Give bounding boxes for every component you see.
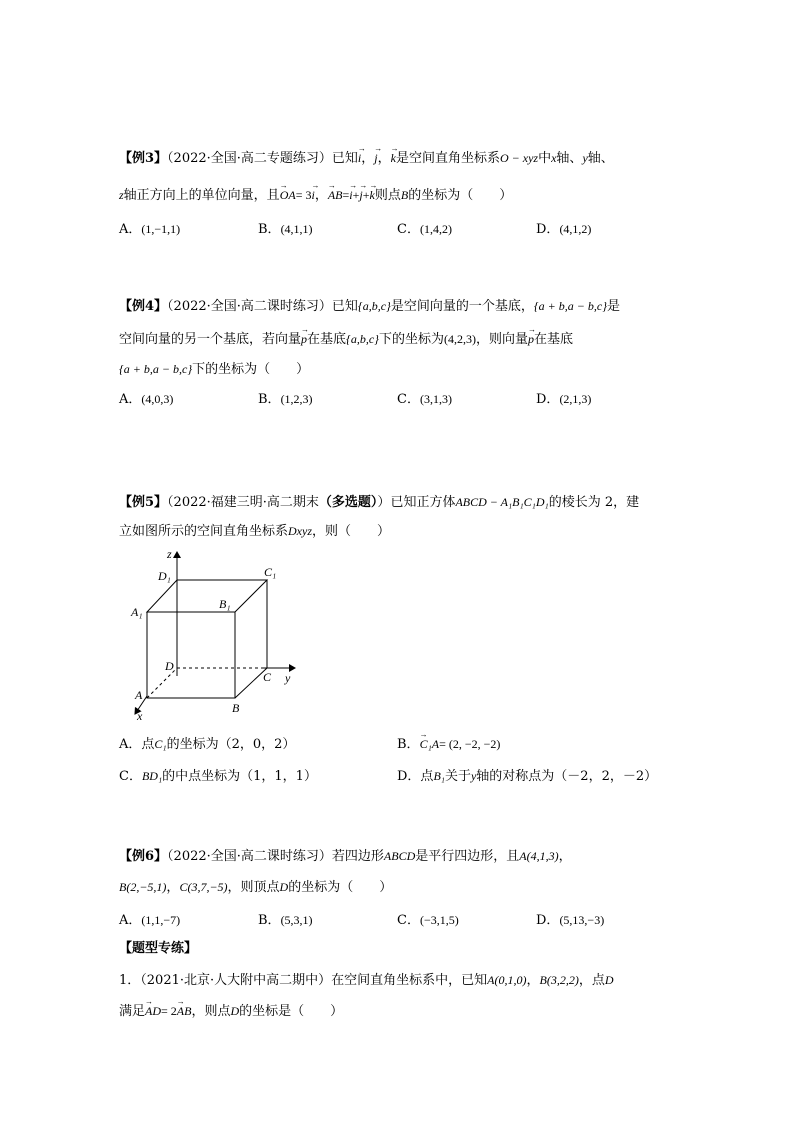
label-B: B — [232, 701, 240, 715]
option-label: B． — [258, 392, 281, 407]
option-text: = (2, −2, −2) — [439, 737, 501, 751]
option-text: 的坐标为（2，0，2） — [166, 737, 296, 752]
option-label: A．点 — [119, 737, 155, 752]
ex4-text: 空间向量的另一个基底，若向量 — [119, 332, 302, 347]
ex3-text: 中 — [538, 151, 552, 166]
option-label: C． — [397, 913, 420, 928]
ex4-text: 已知 — [331, 299, 358, 314]
coord-system: Dxyz — [288, 524, 313, 538]
option-value: (1,4,2) — [419, 222, 452, 236]
option-value: (1,1,−7) — [141, 913, 181, 927]
option-label: A． — [119, 913, 142, 928]
point-C: C(3,7,−5) — [179, 880, 228, 894]
option-value: (5,13,−3) — [559, 913, 605, 927]
ex5-option-c[interactable] — [119, 768, 317, 785]
option-label: D． — [536, 392, 560, 407]
ex3-source: （2022·全国·高二专题练习） — [167, 151, 332, 166]
axis-z: z — [119, 188, 124, 202]
label-B1: B₁ — [219, 597, 231, 611]
ex3-text: 已知 — [331, 151, 358, 166]
axis-y: y — [470, 769, 477, 783]
ex5-line2 — [119, 523, 390, 540]
ex3-option-c[interactable] — [397, 221, 452, 238]
ex5-option-b[interactable] — [397, 736, 500, 753]
cube-name: ABCD − A₁B₁C₁D₁ — [455, 495, 549, 509]
ex5-option-a[interactable] — [119, 736, 295, 753]
ex3-option-b[interactable] — [258, 221, 313, 238]
vector-i: → i — [349, 187, 352, 203]
point-B: B — [400, 188, 409, 202]
ex5-text: 立如图所示的空间直角坐标系 — [119, 524, 289, 539]
ex3-line1 — [119, 150, 614, 167]
ex4-tag: 【例4】 — [119, 299, 168, 314]
ex4-text: 在基底 — [307, 332, 347, 347]
section-title: 【题型专练】 — [119, 941, 198, 956]
q1-text: ， — [526, 973, 540, 988]
option-value: (1,2,3) — [280, 392, 313, 406]
ex4-option-d[interactable] — [536, 391, 591, 408]
ex3-text: 是空间直角坐标系 — [395, 151, 500, 166]
ex3-eq: = 3 — [295, 188, 312, 202]
point-C1: C₁ — [154, 737, 167, 751]
ex3-eq: = — [342, 188, 350, 202]
vector-k: → k — [370, 187, 375, 203]
ex4-source: （2022·全国·高二课时练习） — [167, 299, 332, 314]
q1-text: ，点 — [578, 973, 605, 988]
option-value: (−3,1,5) — [419, 913, 459, 927]
ex4-line3 — [119, 361, 309, 378]
ex3-text: 轴、 — [587, 151, 614, 166]
cube-top-face — [147, 580, 267, 612]
ex6-text: 是平行四边形，且 — [415, 849, 520, 864]
option-text: 轴的对称点为（－2，2，－2） — [476, 769, 658, 784]
point-A: A(4,1,3) — [519, 849, 559, 863]
ex6-text: 的坐标为（ ） — [288, 880, 393, 895]
ex4-line2 — [119, 331, 573, 348]
ex3-text: 的坐标为（ ） — [408, 188, 513, 203]
option-text: 关于 — [444, 769, 471, 784]
ex6-line1 — [119, 848, 572, 865]
ex5-source: ） — [377, 495, 391, 510]
option-value: (5,3,1) — [280, 913, 313, 927]
ex3-text: ， — [377, 151, 391, 166]
vector-p: → p — [528, 331, 534, 347]
option-label: A． — [119, 222, 142, 237]
ex4-option-c[interactable] — [397, 391, 452, 408]
option-value: (4,1,2) — [559, 222, 592, 236]
ex4-option-b[interactable] — [258, 391, 313, 408]
basis-alt: {a + b,a − b,c} — [533, 299, 607, 313]
ex6-text: ， — [558, 849, 572, 864]
option-label: D．点 — [397, 769, 434, 784]
label-C: C — [263, 670, 272, 684]
option-value: (2,1,3) — [559, 392, 592, 406]
option-label: C． — [397, 222, 420, 237]
ex4-text: 下的坐标为（ ） — [192, 362, 310, 377]
ex3-line2 — [119, 187, 512, 204]
cube-figure — [125, 546, 305, 722]
point-B: B(3,2,2) — [539, 973, 579, 987]
ex4-text: 是 — [607, 299, 621, 314]
basis-abc: {a,b,c} — [346, 332, 379, 346]
ex5-text: 已知正方体 — [390, 495, 456, 510]
label-y: y — [285, 671, 291, 685]
ex6-text: ， — [166, 880, 180, 895]
option-label: A． — [119, 392, 142, 407]
point-D: D — [279, 880, 289, 894]
ex6-option-a[interactable] — [119, 912, 180, 929]
option-label: C． — [397, 392, 420, 407]
option-value: (3,1,3) — [419, 392, 452, 406]
vector-i: → i — [358, 150, 361, 166]
option-label: C． — [119, 769, 142, 784]
label-z: z — [167, 547, 172, 561]
q1-text: 的坐标是（ ） — [239, 1004, 344, 1019]
ex4-text: ，则向量 — [475, 332, 528, 347]
ex3-text: ， — [361, 151, 375, 166]
vector-AD: → AD — [145, 1003, 161, 1019]
vector-k: → k — [391, 150, 396, 166]
q1-text: ，则点 — [191, 1004, 231, 1019]
option-label: B． — [258, 222, 281, 237]
vector-j: → j — [374, 150, 377, 166]
ex4-text: 是空间向量的一个基底， — [390, 299, 534, 314]
vector-AB: → AB — [328, 187, 343, 203]
segment-BD1: BD₁ — [141, 769, 163, 783]
label-A: A — [135, 688, 143, 702]
ex6-line2 — [119, 879, 392, 896]
vector-i: → i — [311, 187, 314, 203]
q1-eq: = 2 — [161, 1004, 177, 1018]
ex3-eq: + — [352, 188, 360, 202]
axis-x: x — [551, 151, 557, 165]
point-B1: B₁ — [433, 769, 445, 783]
point-D: D — [604, 973, 614, 987]
q1-line1 — [119, 972, 614, 989]
ex5-multi-select: （多选题） — [318, 495, 378, 510]
vector-C1A: → C₁A — [420, 736, 440, 752]
option-label: D． — [536, 913, 560, 928]
point-B: B(2,−5,1) — [119, 880, 167, 894]
option-label: B． — [397, 737, 420, 752]
ex5-option-d[interactable] — [397, 768, 657, 785]
ex6-option-c[interactable] — [397, 912, 459, 929]
ex5-text: 的棱长为 2，建 — [548, 495, 640, 510]
option-label: B． — [258, 913, 281, 928]
label-A1: A₁ — [131, 605, 143, 619]
ex5-source: （2022·福建三明·高二期末 — [167, 495, 319, 510]
ex4-text: 在基底 — [534, 332, 574, 347]
vector-j: → j — [359, 187, 362, 203]
ex3-tag: 【例3】 — [119, 151, 168, 166]
ex6-option-d[interactable] — [536, 912, 604, 929]
ex6-text: 若四边形 — [331, 849, 384, 864]
basis-abc: {a,b,c} — [357, 299, 391, 313]
ex6-source: （2022·全国·高二课时练习） — [167, 849, 332, 864]
ex3-option-d[interactable] — [536, 221, 591, 238]
ex3-option-a[interactable] — [119, 221, 180, 238]
ex3-text: 轴、 — [556, 151, 583, 166]
vector-p: → p — [301, 331, 307, 347]
label-C1: C₁ — [264, 565, 277, 579]
q1-number: 1． — [119, 973, 141, 988]
q1-text: 满足 — [119, 1004, 146, 1019]
label-D: D — [165, 659, 174, 673]
coord-system: O − xyz — [499, 151, 539, 165]
point-D: D — [230, 1004, 240, 1018]
option-label: D． — [536, 222, 560, 237]
ex3-text: 轴正方向上的单位向量，且 — [123, 188, 280, 203]
ex5-text: ，则（ ） — [312, 524, 391, 539]
ex6-tag: 【例6】 — [119, 849, 168, 864]
axis-y: y — [582, 151, 588, 165]
coord-value: (4,2,3) — [443, 332, 476, 346]
ex4-option-a[interactable] — [119, 391, 173, 408]
point-A: A(0,1,0) — [487, 973, 527, 987]
basis-alt: {a + b,a − b,c} — [119, 362, 193, 376]
ex3-text: ， — [314, 188, 328, 203]
option-value: (4,0,3) — [141, 392, 174, 406]
ex4-text: 下的坐标为 — [378, 332, 444, 347]
ex6-option-b[interactable] — [258, 912, 313, 929]
label-D1: D₁ — [158, 569, 171, 583]
vector-OA: → OA — [280, 187, 296, 203]
quad-name: ABCD — [383, 849, 416, 863]
ex5-line1 — [119, 494, 639, 511]
ex5-tag: 【例5】 — [119, 495, 168, 510]
ex4-line1 — [119, 298, 620, 315]
ex6-text: ，则顶点 — [227, 880, 280, 895]
label-x: x — [137, 709, 143, 722]
option-text: 的中点坐标为（1，1，1） — [162, 769, 317, 784]
q1-source: （2021·北京·人大附中高二期中） — [140, 973, 332, 988]
ex3-text: 则点 — [374, 188, 401, 203]
q1-text: 在空间直角坐标系中，已知 — [331, 973, 488, 988]
option-value: (4,1,1) — [280, 222, 313, 236]
option-value: (1,−1,1) — [141, 222, 181, 236]
ex3-eq: + — [362, 188, 370, 202]
q1-line2 — [119, 1003, 343, 1020]
vector-AB: → AB — [177, 1003, 192, 1019]
